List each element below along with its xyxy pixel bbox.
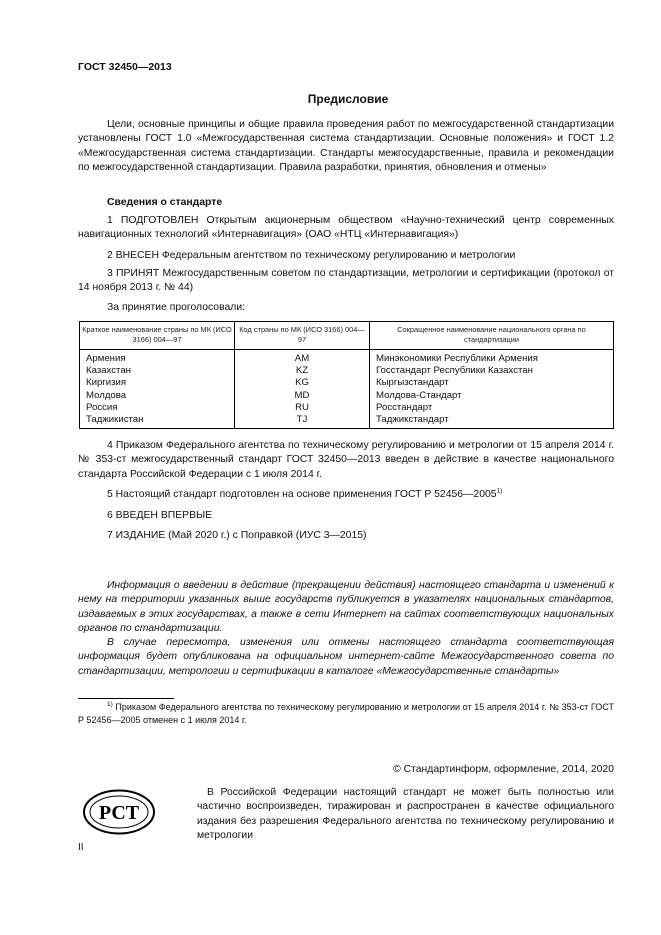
code-cell: TJ	[235, 414, 370, 429]
table-row	[80, 377, 614, 389]
country-cell: Таджикистан	[80, 414, 235, 429]
document-code-header: ГОСТ 32450—2013	[78, 61, 172, 73]
footnote-text: Приказом Федерального агентства по техническому регулированию и метрологии от 15 апреля 2014 г. № 353-ст ГОСТ Р 52456—2005 отменен с 1 июля 2014 г.	[78, 702, 614, 725]
table-row	[80, 414, 614, 429]
item-2-introduced: 2 ВНЕСЕН Федеральным агентством по техническому регулированию и метрологии	[107, 250, 516, 261]
body-cell: Росстандарт	[370, 402, 614, 414]
item-6-first-introduced: 6 ВВЕДЕН ВПЕРВЫЕ	[107, 510, 213, 521]
country-cell: Киргизия	[80, 377, 235, 389]
body-cell: Госстандарт Республики Казахстан	[370, 365, 614, 377]
body-cell: Минэкономики Республики Армения	[370, 350, 614, 366]
table-header-row	[80, 322, 614, 350]
table-row	[80, 350, 614, 366]
footnote-mark: 1)	[107, 701, 113, 708]
table-row	[80, 390, 614, 402]
table-row	[80, 365, 614, 377]
footnote-divider	[78, 698, 174, 699]
pst-certification-mark-icon	[80, 787, 158, 837]
code-cell: KZ	[235, 365, 370, 377]
intro-paragraph: Цели, основные принципы и общие правила проведения работ по межгосударственной стандартизации установлены ГОСТ 1.0 «Межгосударственная система стандартизации. Основные положения» и ГОСТ 1.2 «Межгосударственная система стандартизации. Стандарты межгосударственные, правила и рекомендации по межгосударственной стандартизации. Правила разработки, принятия, обновления и отмены»	[78, 119, 614, 174]
table-row	[80, 402, 614, 414]
footnote-ref: 1)	[496, 487, 503, 495]
code-cell: AM	[235, 350, 370, 366]
item-7-edition: 7 ИЗДАНИЕ (Май 2020 г.) с Поправкой (ИУС 3—2015)	[107, 530, 367, 541]
item-5-text: 5 Настоящий стандарт подготовлен на основе применения ГОСТ Р 52456—2005	[107, 489, 497, 500]
table-header-country: Краткое наименование страны по МК (ИСО 3166) 004—97	[80, 322, 235, 350]
item-4-order: 4 Приказом Федерального агентства по техническому регулированию и метрологии от 15 апреля 2014 г. № 353-ст межгосударственный стандарт ГОСТ 32450—2013 введен в действие в качестве национального стандарта Российской Федерации с 1 июля 2014 г.	[78, 440, 614, 480]
notice-introduction-info: Информация о введении в действие (прекращении действия) настоящего стандарта и изменений к нему на территории указанных выше государств публикуется в указателях национальных стандартов, издаваемых в этих государствах, а также в сети Интернет на сайтах соответствующих национальных органов по стандартизации.	[78, 580, 614, 635]
table-header-code: Код страны по МК (ИСО 3166) 004—97	[235, 322, 370, 350]
votes-intro: За принятие проголосовали:	[107, 302, 246, 313]
country-cell: Армения	[80, 350, 235, 366]
code-cell: MD	[235, 390, 370, 402]
table-header-body: Сокращенное наименование национального органа по стандартизации	[370, 322, 614, 350]
body-cell: Молдова-Стандарт	[370, 390, 614, 402]
section-heading: Сведения о стандарте	[107, 197, 223, 208]
votes-table	[79, 321, 614, 429]
code-cell: KG	[235, 377, 370, 389]
country-cell: Молдова	[80, 390, 235, 402]
copyright-line: © Стандартинформ, оформление, 2014, 2020	[393, 764, 614, 775]
code-cell: RU	[235, 402, 370, 414]
notice-revision-info: В случае пересмотра, изменения или отмены настоящего стандарта соответствующая информация будет опубликована на официальном интернет-сайте Межгосударственного совета по стандартизации, метрологии и сертификации в каталоге «Межгосударственные стандарты»	[78, 637, 614, 677]
country-cell: Казахстан	[80, 365, 235, 377]
country-cell: Россия	[80, 402, 235, 414]
logo-text: РСТ	[98, 802, 140, 824]
item-1-prepared: 1 ПОДГОТОВЛЕН Открытым акционерным обществом «Научно-технический центр современных навигационных технологий «Интернавигация» (ОАО «НТЦ «Интернавигация»)	[78, 215, 614, 241]
body-cell: Таджикстандарт	[370, 414, 614, 429]
footnote	[78, 701, 614, 726]
body-cell: Кыргызстандарт	[370, 377, 614, 389]
rights-notice: В Российской Федерации настоящий стандарт не может быть полностью или частично воспроизведен, тиражирован и распространен в качестве официального издания без разрешения Федерального агентства по техническому регулированию и метрологии	[197, 787, 614, 842]
page-number: II	[78, 842, 84, 853]
item-3-adopted: 3 ПРИНЯТ Межгосударственным советом по стандартизации, метрологии и сертификации (протокол от 14 ноября 2013 г. № 44)	[78, 268, 614, 294]
page-title: Предисловие	[307, 92, 389, 106]
item-5-basis	[78, 488, 614, 502]
